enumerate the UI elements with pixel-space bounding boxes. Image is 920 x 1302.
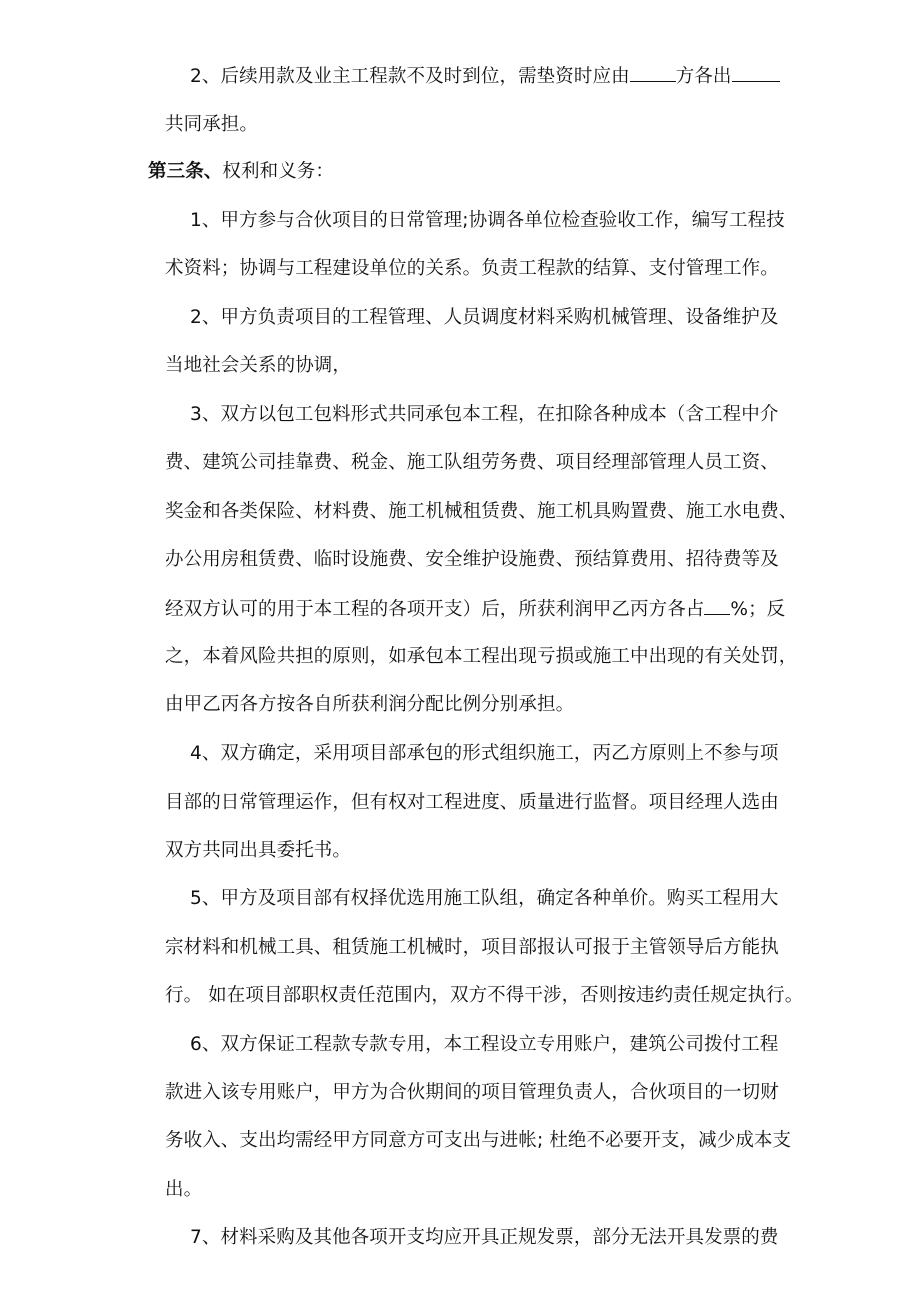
clause-2-line-1: 2、甲方负责项目的工程管理、人员调度材料采购机械管理、设备维护及 <box>190 307 779 328</box>
line-text: 经双方认可的用于本工程的各项开支）后，所获利润甲乙丙方各占 <box>165 599 705 620</box>
clause-7-line-1: 7、材料采购及其他各项开支均应开具正规发票，部分无法开具发票的费 <box>190 1227 779 1248</box>
blank-underline <box>732 63 780 82</box>
clause-1-line-1: 1、甲方参与合伙项目的日常管理;协调各单位检查验收工作，编写工程技 <box>190 210 785 231</box>
article-heading <box>148 159 334 185</box>
article-title: 权利和义务： <box>222 161 335 182</box>
clause-6-line-1: 6、双方保证工程款专款专用，本工程设立专用账户，建筑公司拨付工程 <box>190 1034 779 1055</box>
clause-5-line-2: 宗材料和机械工具、租赁施工机械时，项目部报认可报于主管领导后方能执 <box>165 937 779 958</box>
clause-3-line-7: 由甲乙丙各方按各自所获利润分配比例分别承担。 <box>165 694 575 715</box>
clause-3-line-1: 3、双方以包工包料形式共同承包本工程，在扣除各种成本（含工程中介 <box>190 404 779 425</box>
clause-3-line-5 <box>165 596 785 623</box>
paragraph-2-line-1 <box>190 63 780 90</box>
clause-4-line-1: 4、双方确定，采用项目部承包的形式组织施工，丙乙方原则上不参与项 <box>190 743 779 764</box>
clause-2-line-2: 当地社会关系的协调， <box>165 355 352 376</box>
article-number: 第三条、 <box>148 161 223 182</box>
clause-6-line-2: 款进入该专用账户，甲方为合伙期间的项目管理负责人，合伙项目的一切财 <box>165 1082 779 1103</box>
clause-1-line-2: 术资料；协调与工程建设单位的关系。负责工程款的结算、支付管理工作。 <box>165 258 779 279</box>
blank-underline <box>630 63 676 82</box>
clause-3-line-6: 之，本着风险共担的原则，如承包本工程出现亏损或施工中出现的有关处罚， <box>165 646 798 667</box>
clause-5-line-1: 5、甲方及项目部有权择优选用施工队组，确定各种单价。购买工程用大 <box>190 888 779 909</box>
line-text: %；反 <box>730 599 786 620</box>
paragraph-2-line-2: 共同承担。 <box>165 114 259 135</box>
clause-6-line-3: 务收入、支出均需经甲方同意方可支出与进帐; 杜绝不必要开支，减少成本支 <box>165 1130 792 1151</box>
clause-4-line-3: 双方共同出具委托书。 <box>165 840 352 861</box>
clause-3-line-4: 办公用房租赁费、临时设施费、安全维护设施费、预结算费用、招待费等及 <box>165 549 779 570</box>
clause-5-line-3: 行。 如在项目部职权责任范围内，双方不得干涉，否则按违约责任规定执行。 <box>165 985 804 1006</box>
blank-underline <box>704 596 730 615</box>
line-text: 方各出 <box>675 66 732 87</box>
clause-6-line-4: 出。 <box>165 1179 203 1200</box>
clause-4-line-2: 目部的日常管理运作，但有权对工程进度、质量进行监督。项目经理人选由 <box>165 792 779 813</box>
clause-3-line-2: 费、建筑公司挂靠费、税金、施工队组劳务费、项目经理部管理人员工资、 <box>165 452 779 473</box>
line-text: 2、后续用款及业主工程款不及时到位，需垫资时应由 <box>190 66 630 87</box>
clause-3-line-3: 奖金和各类保险、材料费、施工机械租赁费、施工机具购置费、施工水电费、 <box>165 501 798 522</box>
